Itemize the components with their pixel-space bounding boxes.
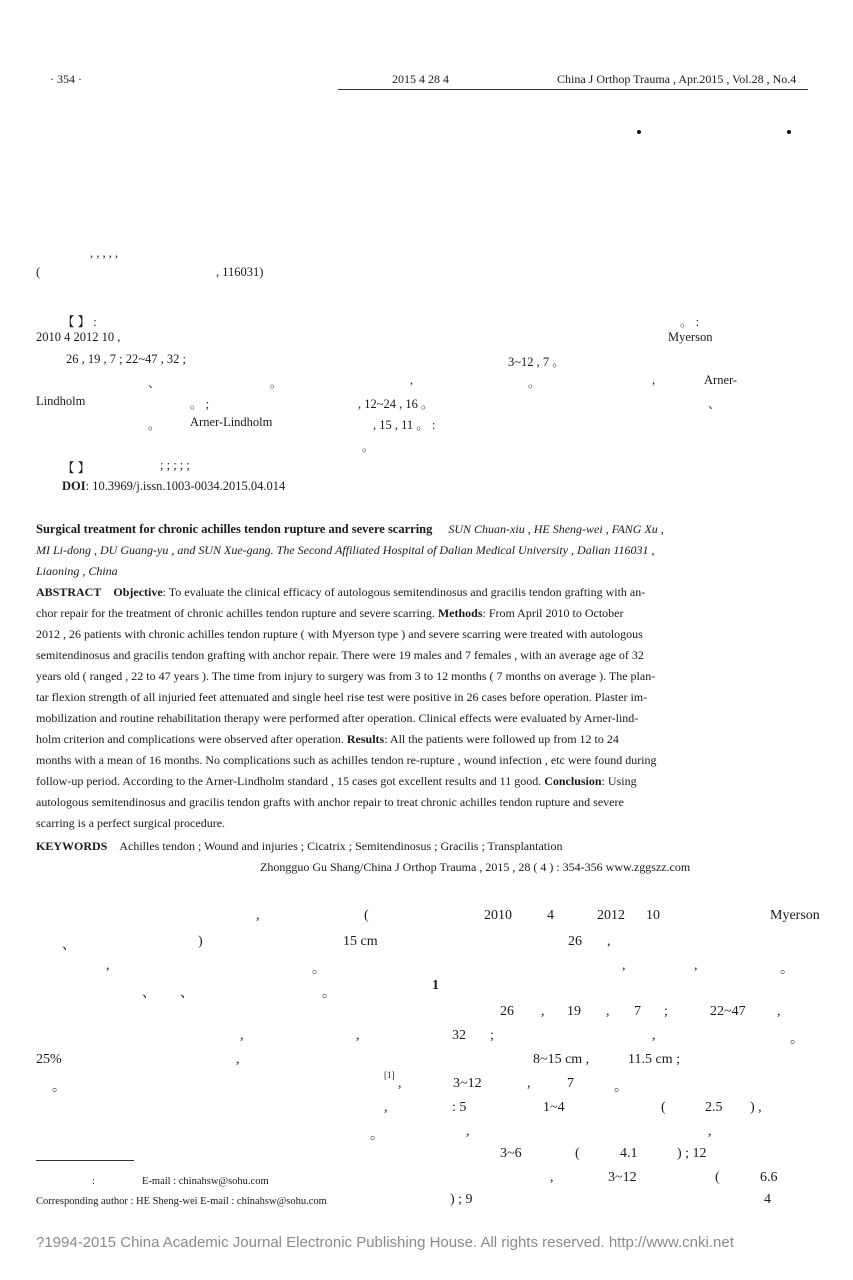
body-text: 26 <box>500 1004 514 1019</box>
body-text: 7 <box>634 1004 641 1019</box>
abstract-en-line: 2012 , 26 patients with chronic achilles tendon rupture ( with Myerson type ) and severe scarring were treated with autologous <box>36 627 643 641</box>
body-text: 2012 <box>597 908 625 923</box>
body-text: 32 <box>452 1028 466 1043</box>
body-text: , <box>652 1028 656 1043</box>
body-text: 4 <box>764 1192 771 1207</box>
abstract-cn-line: Lindholm <box>36 394 86 408</box>
abstract-en-text: : All the patients were followed up from 12 to 24 <box>384 732 619 746</box>
body-text: , <box>708 1124 712 1139</box>
abstract-cn-line: 2010 4 2012 10 , <box>36 330 121 344</box>
body-text: 2.5 <box>705 1100 723 1115</box>
abstract-cn-line: Arner- <box>704 373 738 387</box>
body-text: 6.6 <box>760 1170 778 1185</box>
body-text: 25% <box>36 1052 62 1067</box>
affiliation-open: ( <box>36 265 41 279</box>
body-text: 3~12 <box>453 1076 482 1091</box>
body-text: 、 <box>180 986 194 1001</box>
body-text: ; <box>664 1004 668 1019</box>
abstract-en-line: scarring is a perfect surgical procedure. <box>36 816 226 830</box>
footnote-rule <box>36 1160 134 1161</box>
body-text: 3~6 <box>500 1146 522 1161</box>
body-text: 。 <box>370 1128 384 1143</box>
section-number: 1 <box>432 978 439 993</box>
body-text: 4.1 <box>620 1146 638 1161</box>
abstract-cn-line: 、 <box>708 397 721 411</box>
citation-ref: [1] <box>384 1070 395 1080</box>
body-text: 。 <box>312 962 326 977</box>
abstract-cn-line: 、 <box>148 376 161 390</box>
abstract-cn-line: 。 ; <box>190 397 210 411</box>
abstract-en-line: tar flexion strength of all injuried feet attenuated and single heel rise test were positive in 26 cases before operation. Plaster im- <box>36 690 648 704</box>
body-text: 2010 <box>484 908 512 923</box>
corresponding-author: Corresponding author : HE Sheng-wei E-mail : chinahsw@sohu.com <box>36 1196 327 1207</box>
abstract-en-text: chor repair for the treatment of chronic achilles tendon rupture and severe scarring. <box>36 606 435 620</box>
abstract-en-text: : Using <box>601 774 637 788</box>
body-text: 8~15 cm , <box>533 1052 590 1067</box>
footnote-email-cn: E-mail : chinahsw@sohu.com <box>142 1176 269 1187</box>
abstract-cn-line: 。 <box>270 376 283 390</box>
footnote-colon: : <box>92 1176 95 1187</box>
body-text: , <box>256 908 260 923</box>
abstract-cn-line: 。 : <box>680 315 700 329</box>
body-text: ) ; 12 <box>677 1146 707 1161</box>
abstract-en-line: semitendinosus and gracilis tendon grafting with anchor repair. There were 19 males and 7 females , with an average age of 32 <box>36 648 644 662</box>
abstract-en-text: : From April 2010 to October <box>482 606 624 620</box>
abstract-cn-line: Arner-Lindholm <box>190 415 273 429</box>
body-text: ( <box>715 1170 720 1185</box>
doi-value: : 10.3969/j.issn.1003-0034.2015.04.014 <box>85 479 286 493</box>
body-text: ( <box>364 908 369 923</box>
keywords-cn: ; ; ; ; ; <box>160 458 190 472</box>
journal-info-en: China J Orthop Trauma , Apr.2015 , Vol.28 , No.4 <box>557 72 797 86</box>
doi <box>62 479 285 494</box>
body-text: 3~12 <box>608 1170 637 1185</box>
body-text: , <box>541 1004 545 1019</box>
body-text: 19 <box>567 1004 581 1019</box>
abstract-cn-line: 。 <box>148 418 161 432</box>
abstract-cn-line: , 15 , 11 。 : <box>373 418 436 432</box>
abstract-en-line: years old ( ranged , 22 to 47 years ). The time from injury to surgery was from 3 to 12 months ( 7 months on average ). The plan- <box>36 669 656 683</box>
body-text: 1~4 <box>543 1100 565 1115</box>
objective-label: Objective <box>113 585 163 599</box>
body-text: , <box>106 958 110 973</box>
body-text: , <box>466 1124 470 1139</box>
english-affiliation-country: Liaoning , China <box>36 564 118 578</box>
doi-label: DOI <box>62 479 86 493</box>
keywords-label-cn: 【 】 <box>62 461 91 475</box>
abstract-cn-line: , <box>410 373 414 387</box>
english-authors: SUN Chuan-xiu , HE Sheng-wei , FANG Xu , <box>448 522 664 536</box>
english-title-row <box>36 520 664 538</box>
body-text: 、 <box>62 938 76 953</box>
abstract-en-line <box>36 606 624 621</box>
keywords-label-en: KEYWORDS <box>36 839 108 853</box>
body-text: , <box>236 1052 240 1067</box>
body-text: 。 <box>614 1080 628 1095</box>
body-text: ) , <box>750 1100 762 1115</box>
copyright-line: ?1994-2015 China Academic Journal Electronic Publishing House. All rights reserved. http://www.cnki.net <box>36 1234 734 1251</box>
body-text: 。 <box>322 986 336 1001</box>
abstract-en-line: autologous semitendinosus and gracilis tendon grafts with anchor repair to treat chronic achilles tendon rupture and severe <box>36 795 624 809</box>
body-text: , <box>398 1076 402 1091</box>
english-title: Surgical treatment for chronic achilles tendon rupture and severe scarring <box>36 522 433 536</box>
abstract-en-line: mobilization and routine rehabilitation therapy were performed after operation. Clinical effects were evaluated by Arner-lind- <box>36 711 639 725</box>
body-text: ( <box>661 1100 666 1115</box>
body-text: , <box>777 1004 781 1019</box>
body-text: 。 <box>52 1080 66 1095</box>
body-text: , <box>356 1028 360 1043</box>
body-text: 4 <box>547 908 554 923</box>
body-text: ; <box>490 1028 494 1043</box>
abstract-en-text: holm criterion and complications were observed after operation. <box>36 732 344 746</box>
body-text: 、 <box>142 986 156 1001</box>
english-authors-affiliation: MI Li-dong , DU Guang-yu , and SUN Xue-gang. The Second Affiliated Hospital of Dalian Medical University , Dalian 116031 , <box>36 543 655 557</box>
citation: Zhongguo Gu Shang/China J Orthop Trauma , 2015 , 28 ( 4 ) : 354-356 www.zggszz.com <box>260 860 691 874</box>
body-text: , <box>622 958 626 973</box>
results-label: Results <box>346 732 385 746</box>
body-text: Myerson <box>770 908 820 923</box>
keywords-en-row <box>36 839 562 854</box>
abstract-cn-line: 26 , 19 , 7 ; 22~47 , 32 ; <box>66 352 186 366</box>
body-text: , <box>527 1076 531 1091</box>
body-text: , <box>384 1100 388 1115</box>
abstract-cn-line: , 12~24 , 16 。 <box>358 397 434 411</box>
abstract-en-line <box>36 732 619 747</box>
abstract-label-cn: 【 】 : <box>62 315 97 329</box>
abstract-label-en: ABSTRACT <box>36 585 102 599</box>
conclusion-label: Conclusion <box>544 774 602 788</box>
abstract-cn-line: , <box>652 373 656 387</box>
keywords-en: Achilles tendon ; Wound and injuries ; Cicatrix ; Semitendinosus ; Gracilis ; Transplantation <box>119 839 563 853</box>
body-text: 10 <box>646 908 660 923</box>
body-text: , <box>550 1170 554 1185</box>
body-text: ( <box>575 1146 580 1161</box>
body-text: 。 <box>790 1032 804 1047</box>
body-text: , <box>606 1004 610 1019</box>
body-text: , <box>240 1028 244 1043</box>
body-text: , <box>607 934 611 949</box>
body-text: : 5 <box>452 1100 467 1115</box>
affiliation-cn: , 116031) <box>216 265 264 279</box>
body-text: 11.5 cm ; <box>628 1052 680 1067</box>
authors-cn: , , , , , <box>90 246 119 260</box>
body-text: 。 <box>780 962 794 977</box>
body-text: 15 cm <box>343 934 378 949</box>
abstract-en-line: months with a mean of 16 months. No complications such as achilles tendon re-rupture , wound infection , etc were found during <box>36 753 657 767</box>
body-text: 26 <box>568 934 582 949</box>
issue-info-cn: 2015 4 28 4 <box>392 72 449 86</box>
body-text: 7 <box>567 1076 574 1091</box>
page-number: · 354 · <box>50 72 82 86</box>
abstract-en-text: follow-up period. According to the Arner-Lindholm standard , 15 cases got excellent results and 11 good. <box>36 774 542 788</box>
abstract-en-line <box>36 774 637 789</box>
header-rule <box>338 89 808 90</box>
body-text: , <box>694 958 698 973</box>
abstract-en-line <box>36 585 645 600</box>
objective-text: : To evaluate the clinical efficacy of autologous semitendinosus and gracilis tendon grafting with an- <box>162 585 646 599</box>
bullet-dot <box>637 130 641 134</box>
abstract-cn-line: 。 <box>362 440 375 454</box>
abstract-cn-line: 。 <box>528 376 541 390</box>
body-text: 22~47 <box>710 1004 746 1019</box>
abstract-cn-line: Myerson <box>668 330 713 344</box>
body-text: ) <box>198 934 203 949</box>
methods-label: Methods <box>437 606 483 620</box>
abstract-cn-line: 3~12 , 7 。 <box>508 355 565 369</box>
bullet-dot <box>787 130 791 134</box>
body-text: ) ; 9 <box>450 1192 473 1207</box>
